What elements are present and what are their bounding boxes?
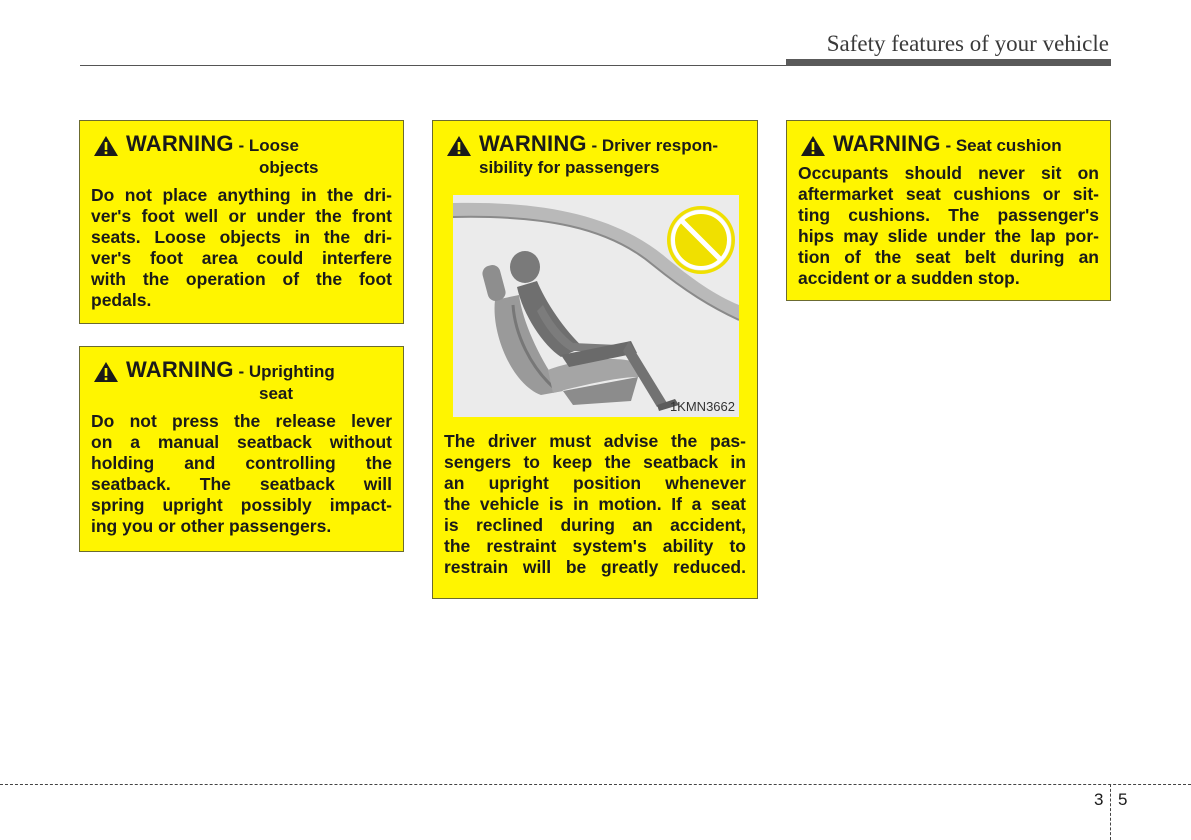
warning-subtitle-continued: sibility for passengers xyxy=(479,158,660,177)
warning-subtitle-continued: objects xyxy=(259,158,319,177)
warning-subtitle: - Driver respon- xyxy=(586,136,719,155)
reclined-passenger-drawing xyxy=(453,195,739,417)
chapter-number: 3 xyxy=(1094,790,1104,809)
warning-heading xyxy=(91,357,392,405)
warning-word: WARNING xyxy=(833,131,941,156)
text-line: tion of the seat belt during an xyxy=(798,247,1099,267)
text-line: Occupants should never sit on xyxy=(798,163,1099,183)
text-line: hips may slide under the lap por- xyxy=(798,226,1099,246)
text-line: pedals. xyxy=(91,290,152,310)
reclined-seat-illustration xyxy=(453,195,739,417)
text-line: is reclined during an accident, xyxy=(444,515,746,535)
warning-triangle-icon xyxy=(93,135,119,157)
warning-box-driver-responsibility xyxy=(432,120,758,599)
text-line: aftermarket seat cushions or sit- xyxy=(798,184,1099,204)
section-title: Safety features of your vehicle xyxy=(826,31,1109,56)
warning-word: WARNING xyxy=(126,357,234,382)
text-line: accident or a sudden stop. xyxy=(798,268,1020,288)
header-accent-bar xyxy=(786,59,1111,66)
text-line: with the operation of the foot xyxy=(91,269,392,289)
text-line: ting cushions. The passenger's xyxy=(798,205,1099,225)
text-line: an upright position whenever xyxy=(444,473,746,493)
text-line: on a manual seatback without xyxy=(91,432,392,452)
warning-triangle-icon xyxy=(93,361,119,383)
text-line: ing you or other passengers. xyxy=(91,516,332,536)
warning-subtitle: - Loose xyxy=(233,136,299,155)
warning-subtitle-continued: seat xyxy=(259,384,294,403)
text-line: seatback. The seatback will xyxy=(91,474,392,494)
text-line: sengers to keep the seatback in xyxy=(444,452,746,472)
warning-body xyxy=(444,431,746,578)
warning-triangle-icon xyxy=(446,135,472,157)
warning-body xyxy=(91,411,392,537)
text-line: The driver must advise the pas- xyxy=(444,431,746,451)
warning-subtitle: - Seat cushion xyxy=(940,136,1062,155)
footer-page-divider xyxy=(1110,784,1111,840)
figure-code: 1KMN3662 xyxy=(669,399,735,414)
warning-box-seat-cushion xyxy=(786,120,1111,301)
text-line: ver's foot well or under the front xyxy=(91,206,392,226)
text-line: restrain will be greatly reduced. xyxy=(444,557,746,577)
text-line: ver's foot area could interfere xyxy=(91,248,392,268)
footer-dashed-rule xyxy=(0,784,1191,785)
text-line: Do not place anything in the dri- xyxy=(91,185,392,205)
warning-triangle-icon xyxy=(800,135,826,157)
text-line: seats. Loose objects in the dri- xyxy=(91,227,392,247)
warning-heading xyxy=(91,131,392,179)
warning-word: WARNING xyxy=(479,131,587,156)
text-line: holding and controlling the xyxy=(91,453,392,473)
warning-word: WARNING xyxy=(126,131,234,156)
warning-box-loose-objects xyxy=(79,120,404,324)
warning-body xyxy=(798,163,1099,289)
warning-subtitle: - Uprighting xyxy=(233,362,335,381)
warning-box-uprighting-seat xyxy=(79,346,404,552)
warning-heading xyxy=(444,131,746,179)
warning-body xyxy=(91,185,392,311)
text-line: Do not press the release lever xyxy=(91,411,392,431)
page-number: 5 xyxy=(1118,790,1128,809)
text-line: the vehicle is in motion. If a seat xyxy=(444,494,746,514)
text-line: spring upright possibly impact- xyxy=(91,495,392,515)
text-line: the restraint system's ability to xyxy=(444,536,746,556)
warning-heading xyxy=(798,131,1099,157)
